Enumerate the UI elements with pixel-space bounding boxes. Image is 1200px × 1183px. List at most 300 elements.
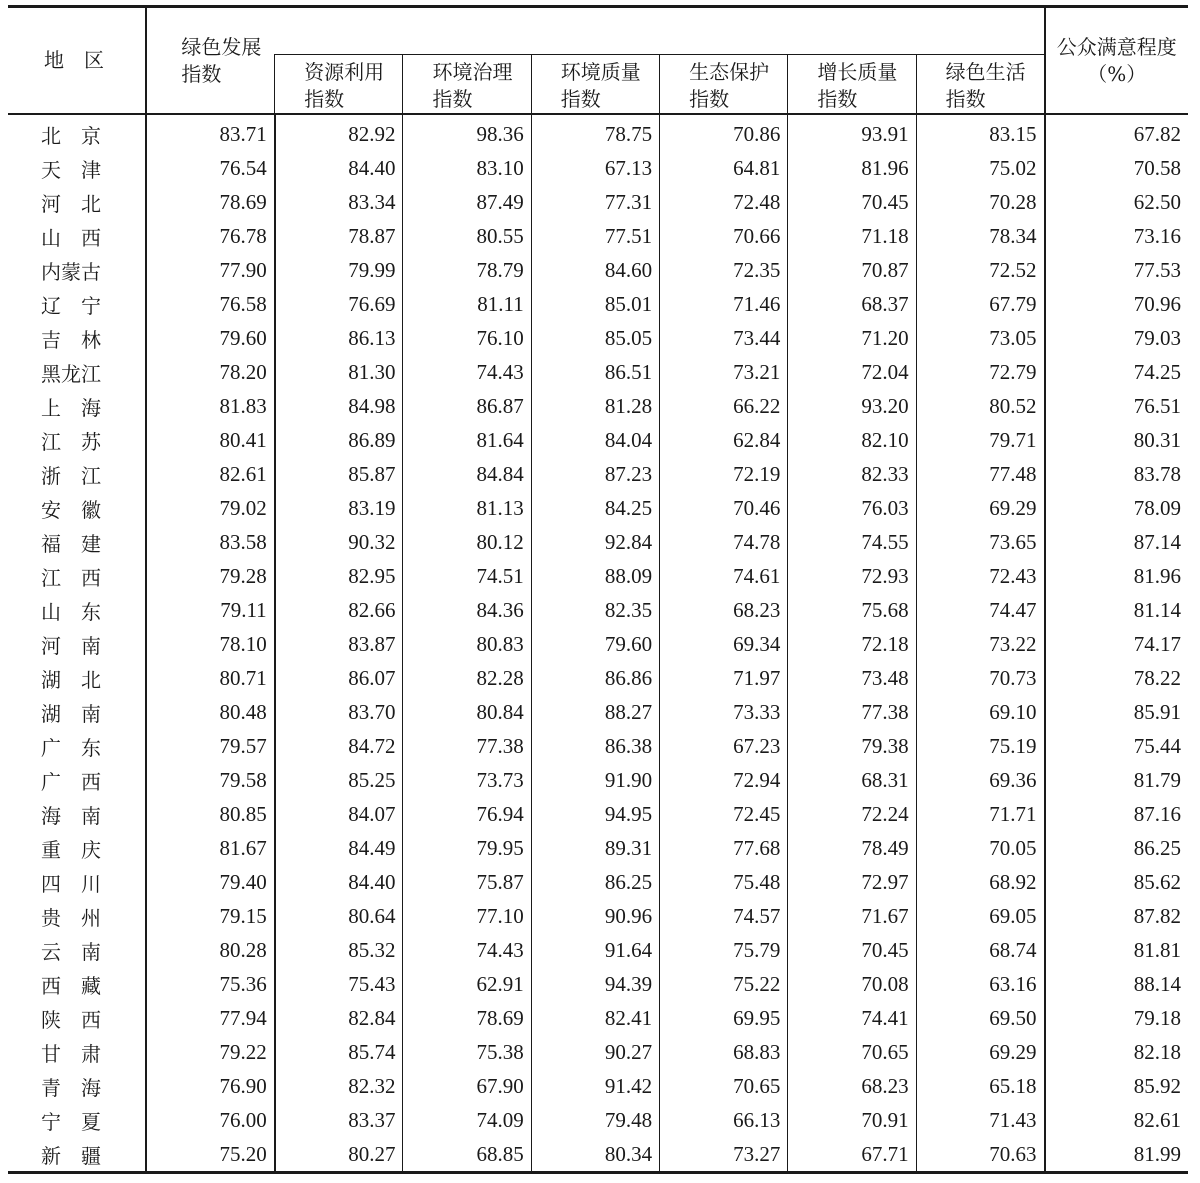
value-cell: 62.50 <box>1045 186 1188 220</box>
region-name-cell: 浙 江 <box>41 464 101 489</box>
value-cell: 70.08 <box>788 967 916 1001</box>
header-green-living-index: 绿色生活指数 <box>916 55 1044 115</box>
value-cell: 93.20 <box>788 390 916 424</box>
value-cell: 83.15 <box>916 114 1044 152</box>
value-cell: 62.84 <box>660 424 788 458</box>
value-cell: 94.95 <box>531 797 659 831</box>
table-row <box>8 1069 1188 1103</box>
value-cell: 83.19 <box>275 492 403 526</box>
value-cell: 69.29 <box>916 492 1044 526</box>
value-cell: 85.32 <box>275 933 403 967</box>
table-row <box>8 628 1188 662</box>
value-cell: 82.84 <box>275 1001 403 1035</box>
region-name-cell: 河 南 <box>41 634 101 659</box>
header-resource-utilization-index: 资源利用指数 <box>275 55 403 115</box>
region-name-cell: 广 东 <box>41 735 101 760</box>
table-row <box>8 967 1188 1001</box>
value-cell: 81.67 <box>146 831 274 865</box>
value-cell: 91.90 <box>531 763 659 797</box>
table-row <box>8 390 1188 424</box>
region-name-cell: 天 津 <box>41 158 101 183</box>
value-cell: 83.58 <box>146 526 274 560</box>
value-cell: 79.99 <box>275 254 403 288</box>
value-cell: 73.33 <box>660 695 788 729</box>
green-development-index-table <box>8 5 1188 1174</box>
table-body <box>8 114 1188 1173</box>
value-cell: 73.73 <box>403 763 531 797</box>
region-name-cell: 辽 宁 <box>41 294 101 319</box>
value-cell: 65.18 <box>916 1069 1044 1103</box>
value-cell: 79.22 <box>146 1035 274 1069</box>
value-cell: 74.09 <box>403 1103 531 1137</box>
value-cell: 83.37 <box>275 1103 403 1137</box>
value-cell: 72.48 <box>660 186 788 220</box>
value-cell: 82.66 <box>275 594 403 628</box>
table-row <box>8 1035 1188 1069</box>
value-cell: 76.94 <box>403 797 531 831</box>
value-cell: 82.95 <box>275 560 403 594</box>
value-cell: 69.34 <box>660 628 788 662</box>
value-cell: 85.91 <box>1045 695 1188 729</box>
region-name-cell: 北 京 <box>41 124 101 149</box>
value-cell: 81.13 <box>403 492 531 526</box>
value-cell: 77.51 <box>531 220 659 254</box>
value-cell: 71.67 <box>788 899 916 933</box>
value-cell: 73.48 <box>788 662 916 696</box>
value-cell: 68.31 <box>788 763 916 797</box>
value-cell: 79.28 <box>146 560 274 594</box>
value-cell: 86.13 <box>275 322 403 356</box>
value-cell: 89.31 <box>531 831 659 865</box>
value-cell: 75.02 <box>916 152 1044 186</box>
value-cell: 76.51 <box>1045 390 1188 424</box>
value-cell: 79.03 <box>1045 322 1188 356</box>
value-cell: 78.69 <box>403 1001 531 1035</box>
value-cell: 87.16 <box>1045 797 1188 831</box>
region-name-cell: 青 海 <box>41 1075 101 1100</box>
value-cell: 69.50 <box>916 1001 1044 1035</box>
value-cell: 76.10 <box>403 322 531 356</box>
value-cell: 71.18 <box>788 220 916 254</box>
value-cell: 74.57 <box>660 899 788 933</box>
value-cell: 87.49 <box>403 186 531 220</box>
region-name-cell: 吉 林 <box>41 328 101 353</box>
value-cell: 88.09 <box>531 560 659 594</box>
value-cell: 78.34 <box>916 220 1044 254</box>
value-cell: 82.35 <box>531 594 659 628</box>
region-name-cell: 山 东 <box>41 600 101 625</box>
value-cell: 77.38 <box>788 695 916 729</box>
value-cell: 85.87 <box>275 458 403 492</box>
value-cell: 81.81 <box>1045 933 1188 967</box>
value-cell: 86.87 <box>403 390 531 424</box>
value-cell: 84.60 <box>531 254 659 288</box>
value-cell: 70.86 <box>660 114 788 152</box>
value-cell: 76.03 <box>788 492 916 526</box>
table-row <box>8 763 1188 797</box>
value-cell: 74.43 <box>403 933 531 967</box>
value-cell: 76.54 <box>146 152 274 186</box>
value-cell: 64.81 <box>660 152 788 186</box>
value-cell: 79.02 <box>146 492 274 526</box>
value-cell: 75.36 <box>146 967 274 1001</box>
value-cell: 74.25 <box>1045 356 1188 390</box>
value-cell: 86.89 <box>275 424 403 458</box>
value-cell: 70.66 <box>660 220 788 254</box>
value-cell: 77.48 <box>916 458 1044 492</box>
value-cell: 68.37 <box>788 288 916 322</box>
value-cell: 80.52 <box>916 390 1044 424</box>
value-cell: 69.10 <box>916 695 1044 729</box>
value-cell: 79.15 <box>146 899 274 933</box>
table-row <box>8 526 1188 560</box>
value-cell: 86.86 <box>531 662 659 696</box>
header-growth-quality-index: 增长质量指数 <box>788 55 916 115</box>
value-cell: 84.25 <box>531 492 659 526</box>
value-cell: 81.28 <box>531 390 659 424</box>
value-cell: 80.31 <box>1045 424 1188 458</box>
value-cell: 85.62 <box>1045 865 1188 899</box>
value-cell: 81.64 <box>403 424 531 458</box>
value-cell: 79.38 <box>788 729 916 763</box>
value-cell: 81.83 <box>146 390 274 424</box>
region-name-cell: 福 建 <box>41 532 101 557</box>
value-cell: 90.32 <box>275 526 403 560</box>
value-cell: 80.28 <box>146 933 274 967</box>
value-cell: 82.18 <box>1045 1035 1188 1069</box>
region-name-cell: 安 徽 <box>41 498 101 523</box>
region-name-cell: 黑龙江 <box>41 362 101 387</box>
value-cell: 72.45 <box>660 797 788 831</box>
value-cell: 62.91 <box>403 967 531 1001</box>
region-name-cell: 宁 夏 <box>41 1109 101 1134</box>
table-row <box>8 288 1188 322</box>
value-cell: 70.87 <box>788 254 916 288</box>
region-name-cell: 广 西 <box>41 769 101 794</box>
value-cell: 68.92 <box>916 865 1044 899</box>
value-cell: 77.38 <box>403 729 531 763</box>
table-row <box>8 458 1188 492</box>
region-name-cell: 贵 州 <box>41 905 101 930</box>
region-name-cell: 湖 南 <box>41 701 101 726</box>
value-cell: 72.94 <box>660 763 788 797</box>
value-cell: 81.30 <box>275 356 403 390</box>
value-cell: 70.45 <box>788 186 916 220</box>
region-name-cell: 重 庆 <box>41 837 101 862</box>
value-cell: 75.43 <box>275 967 403 1001</box>
value-cell: 79.71 <box>916 424 1044 458</box>
value-cell: 86.25 <box>531 865 659 899</box>
value-cell: 70.46 <box>660 492 788 526</box>
value-cell: 77.90 <box>146 254 274 288</box>
value-cell: 82.28 <box>403 662 531 696</box>
value-cell: 86.51 <box>531 356 659 390</box>
value-cell: 82.33 <box>788 458 916 492</box>
value-cell: 78.69 <box>146 186 274 220</box>
value-cell: 70.91 <box>788 1103 916 1137</box>
value-cell: 93.91 <box>788 114 916 152</box>
value-cell: 81.11 <box>403 288 531 322</box>
table-row <box>8 186 1188 220</box>
value-cell: 83.10 <box>403 152 531 186</box>
value-cell: 86.07 <box>275 662 403 696</box>
value-cell: 76.00 <box>146 1103 274 1137</box>
value-cell: 67.82 <box>1045 114 1188 152</box>
region-name-cell: 陕 西 <box>41 1007 101 1032</box>
value-cell: 81.79 <box>1045 763 1188 797</box>
value-cell: 84.40 <box>275 152 403 186</box>
value-cell: 77.68 <box>660 831 788 865</box>
value-cell: 75.87 <box>403 865 531 899</box>
region-name-cell: 四 川 <box>41 871 101 896</box>
value-cell: 70.28 <box>916 186 1044 220</box>
value-cell: 67.90 <box>403 1069 531 1103</box>
value-cell: 91.64 <box>531 933 659 967</box>
value-cell: 84.98 <box>275 390 403 424</box>
value-cell: 74.78 <box>660 526 788 560</box>
value-cell: 92.84 <box>531 526 659 560</box>
value-cell: 69.29 <box>916 1035 1044 1069</box>
value-cell: 69.05 <box>916 899 1044 933</box>
value-cell: 81.96 <box>1045 560 1188 594</box>
value-cell: 72.19 <box>660 458 788 492</box>
region-name-cell: 上 海 <box>41 396 101 421</box>
value-cell: 80.34 <box>531 1137 659 1172</box>
value-cell: 67.13 <box>531 152 659 186</box>
region-name-cell: 江 西 <box>41 566 101 591</box>
table-row <box>8 933 1188 967</box>
value-cell: 69.95 <box>660 1001 788 1035</box>
value-cell: 81.99 <box>1045 1137 1188 1172</box>
header-environmental-quality-index: 环境质量指数 <box>531 55 659 115</box>
value-cell: 70.05 <box>916 831 1044 865</box>
value-cell: 84.36 <box>403 594 531 628</box>
value-cell: 74.47 <box>916 594 1044 628</box>
value-cell: 84.84 <box>403 458 531 492</box>
value-cell: 85.25 <box>275 763 403 797</box>
value-cell: 80.64 <box>275 899 403 933</box>
value-cell: 77.94 <box>146 1001 274 1035</box>
value-cell: 75.48 <box>660 865 788 899</box>
value-cell: 68.23 <box>788 1069 916 1103</box>
value-cell: 67.23 <box>660 729 788 763</box>
table-row <box>8 114 1188 152</box>
value-cell: 74.43 <box>403 356 531 390</box>
value-cell: 80.48 <box>146 695 274 729</box>
value-cell: 71.43 <box>916 1103 1044 1137</box>
region-name-cell: 甘 肃 <box>41 1041 101 1066</box>
value-cell: 79.57 <box>146 729 274 763</box>
value-cell: 75.38 <box>403 1035 531 1069</box>
header-region: 地 区 <box>8 7 146 115</box>
value-cell: 82.61 <box>146 458 274 492</box>
table-row <box>8 356 1188 390</box>
region-name-cell: 山 西 <box>41 226 101 251</box>
value-cell: 84.49 <box>275 831 403 865</box>
value-cell: 76.78 <box>146 220 274 254</box>
value-cell: 72.43 <box>916 560 1044 594</box>
value-cell: 78.22 <box>1045 662 1188 696</box>
value-cell: 68.23 <box>660 594 788 628</box>
value-cell: 70.45 <box>788 933 916 967</box>
table-row <box>8 152 1188 186</box>
value-cell: 68.85 <box>403 1137 531 1172</box>
value-cell: 76.58 <box>146 288 274 322</box>
value-cell: 71.71 <box>916 797 1044 831</box>
value-cell: 83.34 <box>275 186 403 220</box>
value-cell: 88.27 <box>531 695 659 729</box>
value-cell: 80.41 <box>146 424 274 458</box>
value-cell: 66.22 <box>660 390 788 424</box>
value-cell: 72.52 <box>916 254 1044 288</box>
value-cell: 87.23 <box>531 458 659 492</box>
value-cell: 71.97 <box>660 662 788 696</box>
value-cell: 74.55 <box>788 526 916 560</box>
value-cell: 72.93 <box>788 560 916 594</box>
region-name-cell: 内蒙古 <box>41 260 101 285</box>
value-cell: 78.79 <box>403 254 531 288</box>
value-cell: 76.90 <box>146 1069 274 1103</box>
value-cell: 87.14 <box>1045 526 1188 560</box>
value-cell: 72.24 <box>788 797 916 831</box>
value-cell: 81.14 <box>1045 594 1188 628</box>
header-environmental-governance-index: 环境治理指数 <box>403 55 531 115</box>
table-row <box>8 1137 1188 1172</box>
value-cell: 80.27 <box>275 1137 403 1172</box>
value-cell: 71.46 <box>660 288 788 322</box>
table-row <box>8 899 1188 933</box>
value-cell: 74.17 <box>1045 628 1188 662</box>
value-cell: 79.18 <box>1045 1001 1188 1035</box>
value-cell: 73.16 <box>1045 220 1188 254</box>
value-cell: 86.38 <box>531 729 659 763</box>
value-cell: 79.11 <box>146 594 274 628</box>
value-cell: 79.58 <box>146 763 274 797</box>
value-cell: 82.92 <box>275 114 403 152</box>
table-row <box>8 865 1188 899</box>
value-cell: 83.70 <box>275 695 403 729</box>
value-cell: 78.09 <box>1045 492 1188 526</box>
value-cell: 94.39 <box>531 967 659 1001</box>
value-cell: 87.82 <box>1045 899 1188 933</box>
value-cell: 70.96 <box>1045 288 1188 322</box>
value-cell: 90.27 <box>531 1035 659 1069</box>
table-row <box>8 560 1188 594</box>
value-cell: 76.69 <box>275 288 403 322</box>
value-cell: 83.87 <box>275 628 403 662</box>
value-cell: 67.79 <box>916 288 1044 322</box>
header-overall-index: 绿色发展指数 <box>146 7 274 115</box>
value-cell: 85.74 <box>275 1035 403 1069</box>
value-cell: 73.05 <box>916 322 1044 356</box>
table-row <box>8 797 1188 831</box>
value-cell: 71.20 <box>788 322 916 356</box>
table-row <box>8 220 1188 254</box>
value-cell: 82.61 <box>1045 1103 1188 1137</box>
value-cell: 74.41 <box>788 1001 916 1035</box>
region-name-cell: 新 疆 <box>41 1143 101 1168</box>
value-cell: 70.73 <box>916 662 1044 696</box>
region-name-cell: 湖 北 <box>41 667 101 692</box>
value-cell: 74.51 <box>403 560 531 594</box>
value-cell: 72.97 <box>788 865 916 899</box>
value-cell: 98.36 <box>403 114 531 152</box>
value-cell: 73.65 <box>916 526 1044 560</box>
table-row <box>8 1103 1188 1137</box>
value-cell: 91.42 <box>531 1069 659 1103</box>
value-cell: 83.78 <box>1045 458 1188 492</box>
value-cell: 83.71 <box>146 114 274 152</box>
value-cell: 80.71 <box>146 662 274 696</box>
value-cell: 67.71 <box>788 1137 916 1172</box>
value-cell: 78.75 <box>531 114 659 152</box>
value-cell: 72.79 <box>916 356 1044 390</box>
table-row <box>8 322 1188 356</box>
table-row <box>8 662 1188 696</box>
value-cell: 73.27 <box>660 1137 788 1172</box>
value-cell: 84.04 <box>531 424 659 458</box>
header-subindex-group <box>275 7 1045 55</box>
table-row <box>8 594 1188 628</box>
value-cell: 74.61 <box>660 560 788 594</box>
value-cell: 70.65 <box>788 1035 916 1069</box>
table-row <box>8 492 1188 526</box>
value-cell: 63.16 <box>916 967 1044 1001</box>
header-ecological-protection-index: 生态保护指数 <box>660 55 788 115</box>
value-cell: 80.84 <box>403 695 531 729</box>
value-cell: 73.22 <box>916 628 1044 662</box>
value-cell: 84.40 <box>275 865 403 899</box>
region-name-cell: 海 南 <box>41 803 101 828</box>
value-cell: 85.01 <box>531 288 659 322</box>
value-cell: 85.92 <box>1045 1069 1188 1103</box>
value-cell: 70.58 <box>1045 152 1188 186</box>
value-cell: 78.10 <box>146 628 274 662</box>
value-cell: 82.41 <box>531 1001 659 1035</box>
value-cell: 80.55 <box>403 220 531 254</box>
value-cell: 75.44 <box>1045 729 1188 763</box>
value-cell: 84.07 <box>275 797 403 831</box>
table-row <box>8 254 1188 288</box>
value-cell: 72.35 <box>660 254 788 288</box>
value-cell: 79.48 <box>531 1103 659 1137</box>
value-cell: 70.65 <box>660 1069 788 1103</box>
value-cell: 77.53 <box>1045 254 1188 288</box>
value-cell: 78.49 <box>788 831 916 865</box>
value-cell: 68.83 <box>660 1035 788 1069</box>
table-row <box>8 424 1188 458</box>
value-cell: 70.63 <box>916 1137 1044 1172</box>
value-cell: 75.19 <box>916 729 1044 763</box>
value-cell: 75.79 <box>660 933 788 967</box>
value-cell: 75.20 <box>146 1137 274 1172</box>
value-cell: 72.18 <box>788 628 916 662</box>
value-cell: 73.21 <box>660 356 788 390</box>
value-cell: 90.96 <box>531 899 659 933</box>
value-cell: 75.68 <box>788 594 916 628</box>
value-cell: 78.87 <box>275 220 403 254</box>
value-cell: 81.96 <box>788 152 916 186</box>
value-cell: 75.22 <box>660 967 788 1001</box>
header-public-satisfaction: 公众满意程度（%） <box>1045 7 1188 115</box>
table-row <box>8 831 1188 865</box>
value-cell: 80.12 <box>403 526 531 560</box>
value-cell: 79.40 <box>146 865 274 899</box>
value-cell: 68.74 <box>916 933 1044 967</box>
value-cell: 66.13 <box>660 1103 788 1137</box>
table-row <box>8 1001 1188 1035</box>
value-cell: 85.05 <box>531 322 659 356</box>
